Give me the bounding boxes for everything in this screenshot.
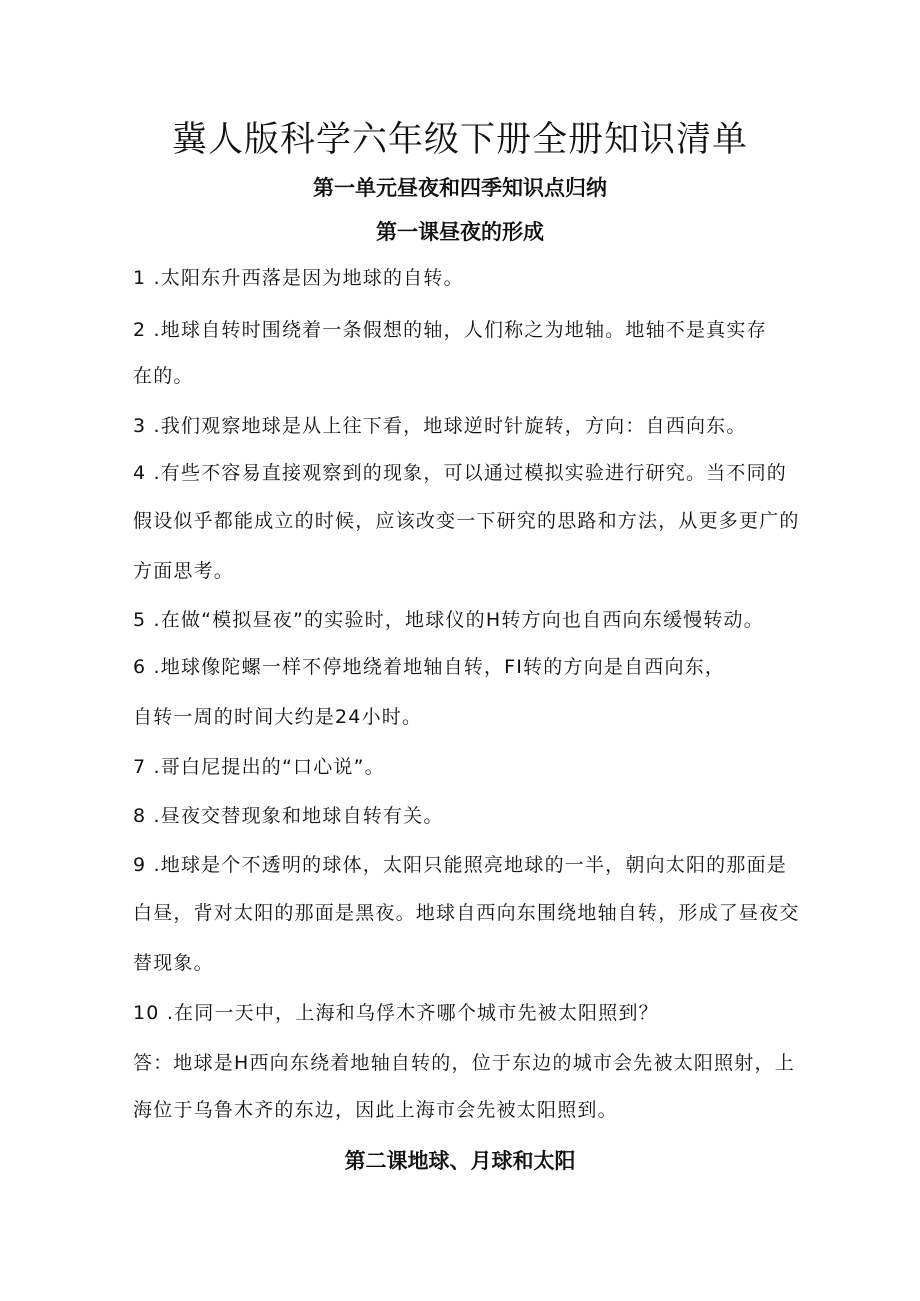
text-line: 5 .在做“模拟昼夜”的实验时，地球仪的H转方向也自西向东缓慢转动。 <box>133 609 764 631</box>
text-line: 7 .哥白尼提出的“口心说”。 <box>133 756 385 778</box>
text-line: 方面思考。 <box>133 560 235 582</box>
text-line: 白昼，背对太阳的那面是黑夜。地球自西向东围绕地轴自转，形成了昼夜交 <box>133 902 800 924</box>
text-line: 自转一周的时间大约是24小时。 <box>133 706 423 728</box>
lesson-heading: 第二课地球、月球和太阳 <box>344 1149 576 1173</box>
text-line: 假设似乎都能成立的时候，应该改变一下研究的思路和方法，从更多更广的 <box>133 510 800 532</box>
text-line: 4 .有些不容易直接观察到的现象，可以通过模拟实验进行研究。当不同的 <box>133 462 787 484</box>
text-line: 答：地球是H西向东绕着地轴自转的，位于东边的城市会先被太阳照射，上 <box>133 1052 795 1074</box>
text-line: 8 .昼夜交替现象和地球自转有关。 <box>133 805 444 827</box>
text-line: 1 .太阳东升西落是因为地球的自转。 <box>133 267 464 289</box>
text-line: 海位于乌鲁木齐的东边，因此上海市会先被太阳照到。 <box>133 1099 618 1121</box>
text-line: 在的。 <box>133 365 194 387</box>
text-line: 替现象。 <box>133 952 214 974</box>
text-line: 3 .我们观察地球是从上往下看，地球逆时针旋转，方向：自西向东。 <box>133 415 747 437</box>
text-line: 9 .地球是个不透明的球体，太阳只能照亮地球的一半，朝向太阳的那面是 <box>133 854 787 876</box>
text-line: 10 .在同一天中，上海和乌俘木齐哪个城市先被太阳照到？ <box>133 1002 659 1024</box>
text-line: 6 .地球像陀螺一样不停地绕着地轴自转，FI转的方向是自西向东， <box>133 656 726 678</box>
text-line: 2 .地球自转时围绕着一条假想的轴，人们称之为地轴。地轴不是真实存 <box>133 319 767 341</box>
unit-heading: 第一单元昼夜和四季知识点归纳 <box>313 176 607 200</box>
lesson-heading: 第一课昼夜的形成 <box>376 220 544 244</box>
document-title: 冀人版科学六年级下册全册知识清单 <box>171 120 748 160</box>
